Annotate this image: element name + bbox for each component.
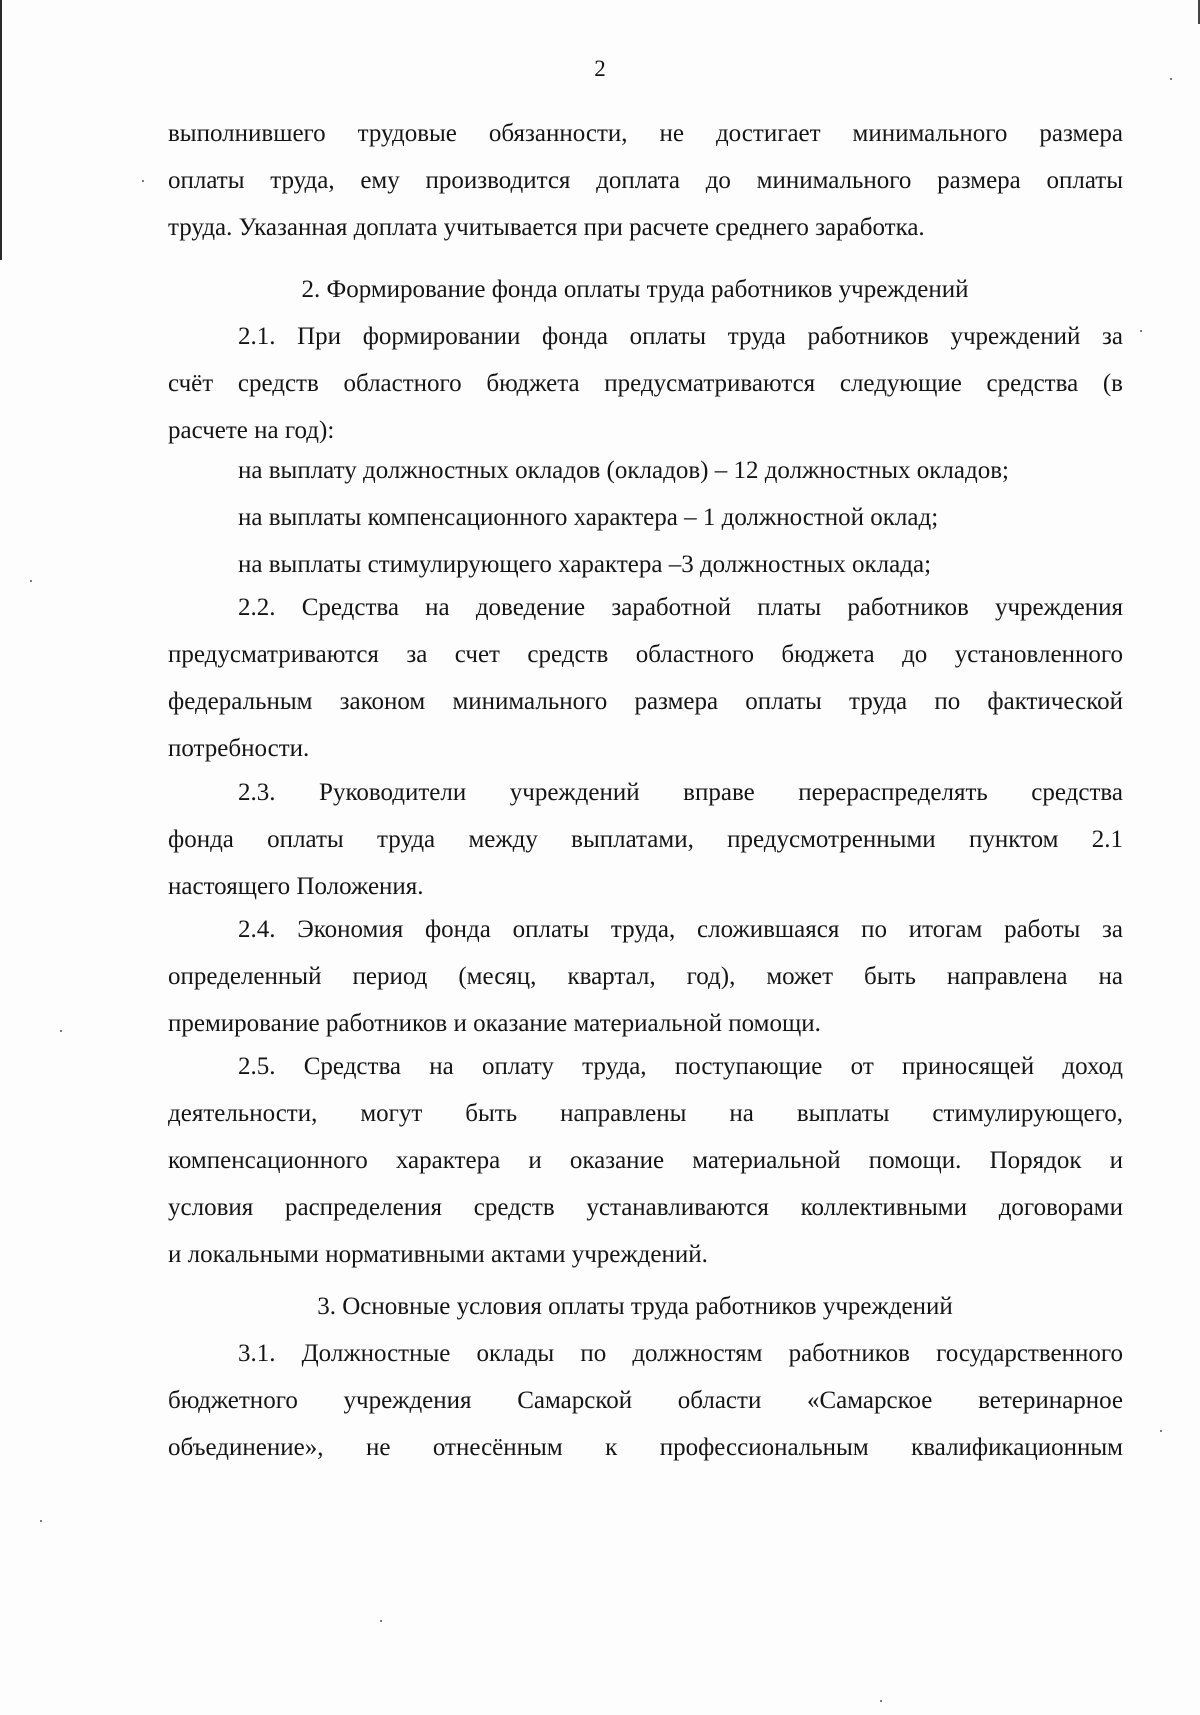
text-line: 2.4. Экономия фонда оплаты труда, сложившаяся по итогам работы за (238, 916, 1123, 943)
text-line: бюджетного учреждения Самарской области «Самарское ветеринарное (168, 1387, 1123, 1414)
text-line: премирование работников и оказание материальной помощи. (168, 1010, 821, 1037)
text-line: настоящего Положения. (168, 873, 424, 900)
text-line: предусматриваются за счет средств областного бюджета до установленного (168, 641, 1123, 668)
text-line: деятельности, могут быть направлены на выплаты стимулирующего, (168, 1100, 1123, 1127)
list-item: на выплаты стимулирующего характера –3 должностных оклада; (238, 551, 932, 578)
text-line: объединение», не отнесённым к профессиональным квалификационным (168, 1434, 1123, 1461)
text-line: 2.2. Средства на доведение заработной платы работников учреждения (238, 594, 1123, 621)
text-line: фонда оплаты труда между выплатами, предусмотренными пунктом 2.1 (168, 826, 1123, 853)
text-line: 2.1. При формировании фонда оплаты труда работников учреждений за (238, 323, 1123, 350)
text-line: потребности. (168, 735, 310, 762)
list-item: на выплаты компенсационного характера – 1 должностной оклад; (238, 504, 939, 531)
paragraph-2-5 (168, 1043, 1123, 1278)
scan-speck (1140, 330, 1142, 332)
text-line: федеральным законом минимального размера оплаты труда по фактической (168, 688, 1123, 715)
fund-items-list (168, 447, 1123, 588)
scan-speck (1160, 1430, 1162, 1432)
continuation-paragraph (168, 110, 1123, 251)
scan-speck (1170, 78, 1172, 80)
page-number: 2 (594, 56, 606, 81)
paragraph-2-3 (168, 769, 1123, 910)
scan-speck (142, 180, 144, 182)
text-line: расчете на год): (168, 417, 335, 444)
scan-speck (880, 1700, 882, 1702)
text-line: и локальными нормативными актами учреждений. (168, 1241, 708, 1268)
paragraph-2-2 (168, 584, 1123, 772)
scan-speck (40, 1520, 42, 1522)
section-3-heading: 3. Основные условия оплаты труда работников учреждений (317, 1293, 953, 1320)
scan-speck (60, 1030, 62, 1032)
text-line: счёт средств областного бюджета предусматриваются следующие средства (в (168, 370, 1123, 397)
text-line: компенсационного характера и оказание материальной помощи. Порядок и (168, 1147, 1123, 1174)
text-line: 2.3. Руководители учреждений вправе перераспределять средства (238, 779, 1123, 806)
scan-speck (30, 580, 32, 582)
scan-speck (380, 1620, 382, 1622)
text-line: выполнившего трудовые обязанности, не достигает минимального размера (168, 120, 1123, 147)
list-item: на выплату должностных окладов (окладов) – 12 должностных окладов; (238, 457, 1009, 484)
paragraph-2-1 (168, 313, 1123, 454)
paragraph-2-4 (168, 906, 1123, 1047)
text-line: труда. Указанная доплата учитывается при расчете среднего заработка. (168, 214, 925, 241)
text-line: определенный период (месяц, квартал, год), может быть направлена на (168, 963, 1123, 990)
text-line: 2.5. Средства на оплату труда, поступающие от приносящей доход (238, 1053, 1123, 1080)
text-line: оплаты труда, ему производится доплата до минимального размера оплаты (168, 167, 1123, 194)
scan-edge-left (0, 0, 2, 260)
section-2-heading: 2. Формирование фонда оплаты труда работников учреждений (301, 276, 969, 303)
text-line: условия распределения средств устанавливаются коллективными договорами (168, 1194, 1123, 1221)
paragraph-3-1 (168, 1330, 1123, 1471)
text-line: 3.1. Должностные оклады по должностям работников государственного (238, 1340, 1123, 1367)
